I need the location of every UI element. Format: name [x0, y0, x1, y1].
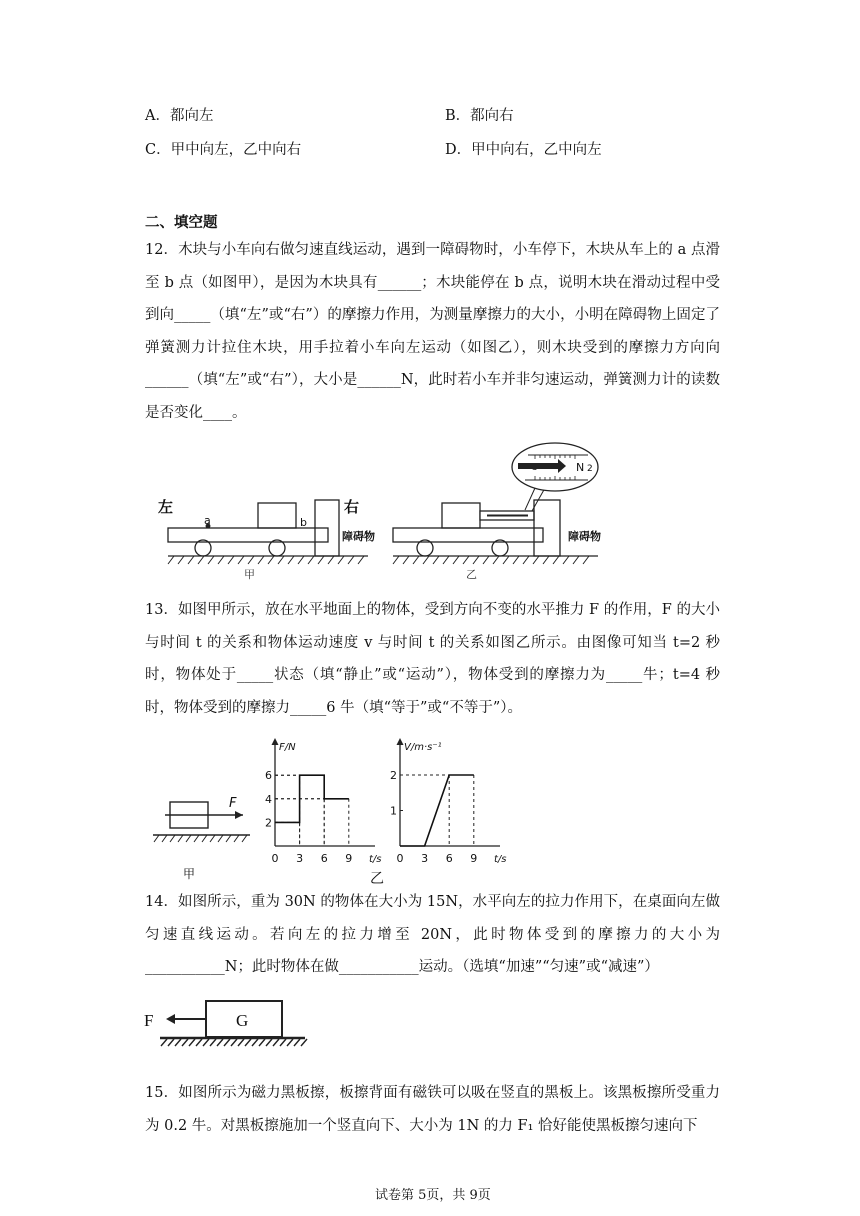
- q15-text: 15．如图所示为磁力黑板擦，板擦背面有磁铁可以吸在竖直的黑板上。该黑板擦所受重力为 0.2 牛。对黑板擦施加一个竖直向下、大小为 1N 的力 F₁ 恰好能使黑板擦匀速向下: [145, 1085, 720, 1134]
- block-wood: [442, 503, 480, 528]
- x-tick-label: 3: [296, 852, 304, 865]
- q12-figure: [140, 440, 630, 585]
- point-b: b: [300, 516, 307, 529]
- y-axis-arrow: [397, 738, 404, 745]
- section-title: 二、填空题: [145, 215, 218, 231]
- q12-text: 12．木块与小车向右做匀速直线运动，遇到一障碍物时，小车停下，木块从车上的 a 点滑至 b 点（如图甲），是因为木块具有______；木块能停在 b 点，说明木块在滑动过程中受到向_____（填“左”或“右”）的摩擦力作用，为测量摩擦力的大小，小明在障碍物上固定了弹簧测力计拉住木块，用手拉着小车向左运动（如图乙），则木块受到的摩擦力方向向______（填“左”或“右”），大小是______N，此时若小车并非匀速运动，弹簧测力计的读数是否变化____。: [145, 242, 720, 421]
- obstacle-label: 障碍物: [568, 530, 601, 543]
- gauge-pointer-bar: [518, 463, 558, 469]
- gauge-2: 2: [587, 464, 593, 474]
- force-label: F: [144, 1011, 154, 1030]
- label-right: 右: [344, 498, 360, 516]
- q11-option-d: D．甲中向右，乙中向左: [445, 142, 602, 158]
- x-tick-label: 0: [271, 852, 279, 865]
- y-axis-label: V/m·s⁻¹: [404, 742, 442, 753]
- point-a: a: [204, 514, 211, 527]
- caption-yi: 乙: [370, 871, 384, 887]
- x-tick-label: 3: [421, 852, 429, 865]
- x-tick-label: 9: [470, 852, 478, 865]
- x-axis-label: t/s: [369, 854, 382, 865]
- cart-top: [168, 528, 328, 542]
- page-footer: 试卷第 5页，共 9页: [375, 1188, 491, 1203]
- v-t-chart: [380, 730, 520, 880]
- q14-figure: [140, 995, 310, 1055]
- ground-hatch: [154, 835, 247, 842]
- x-tick-label: 6: [320, 852, 328, 865]
- ground-hatch: [161, 1039, 307, 1046]
- figure-jia: [158, 498, 375, 581]
- x-tick-label: 6: [445, 852, 453, 865]
- y-tick-label: 1: [390, 804, 397, 818]
- series-line: [400, 775, 474, 846]
- q11-option-a: A．都向左: [145, 108, 214, 124]
- ground-hatch: [168, 556, 364, 564]
- q11-option-b: B．都向右: [445, 108, 514, 124]
- q13-object-figure: [145, 735, 265, 885]
- caption-jia: 甲: [244, 568, 255, 581]
- y-axis-arrow: [272, 738, 279, 745]
- x-tick-label: 9: [345, 852, 353, 865]
- caption-jia: 甲: [183, 867, 196, 881]
- figure-yi: [393, 443, 601, 581]
- q14-text: 14．如图所示，重为 30N 的物体在大小为 15N，水平向左的拉力作用下，在桌面向左做匀速直线运动。若向左的拉力增至 20N，此时物体受到的摩擦力的大小为___________N；此时物体在做___________运动。（选填“加速”“匀速”或“减速”）: [145, 894, 720, 975]
- block-wood: [258, 503, 296, 528]
- obstacle-label: 障碍物: [342, 530, 375, 543]
- block-label: G: [236, 1011, 249, 1030]
- cart-top: [393, 528, 543, 542]
- pull-arrow-head: [166, 1014, 175, 1024]
- x-tick-label: 0: [396, 852, 404, 865]
- y-tick-label: 4: [265, 792, 272, 806]
- y-axis-label: F/N: [279, 742, 296, 753]
- f-t-chart: [255, 730, 385, 880]
- y-tick-label: 2: [265, 816, 272, 830]
- y-tick-label: 6: [265, 769, 272, 783]
- ground-hatch: [393, 556, 589, 564]
- caption-yi: 乙: [466, 568, 477, 581]
- gauge-n: N: [576, 461, 585, 474]
- force-label: F: [229, 796, 237, 811]
- force-arrow-head: [235, 811, 243, 819]
- y-tick-label: 2: [390, 769, 397, 782]
- q11-option-c: C．甲中向左，乙中向右: [145, 142, 302, 158]
- label-left: 左: [158, 498, 174, 516]
- x-axis-label: t/s: [494, 854, 507, 865]
- q13-text: 13．如图甲所示，放在水平地面上的物体，受到方向不变的水平推力 F 的作用，F 的大小与时间 t 的关系和物体运动速度 v 与时间 t 的关系如图乙所示。由图像可知当 t=2 秒时，物体处于_____状态（填“静止”或“运动”），物体受到的摩擦力为_____牛；t=4 秒时，物体受到的摩擦力_____6 牛（填“等于”或“不等于”）。: [145, 602, 720, 716]
